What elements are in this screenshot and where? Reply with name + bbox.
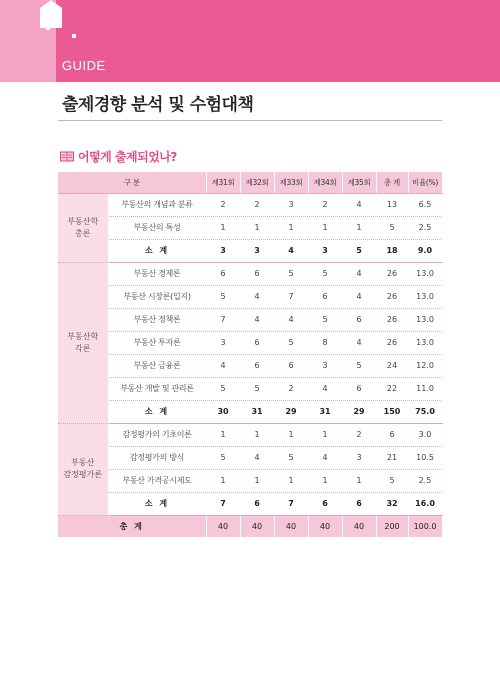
subtotal-value: 32	[376, 492, 408, 515]
topic-label: 부동산 투자론	[108, 331, 206, 354]
value-cell: 5	[342, 354, 376, 377]
value-cell: 5	[274, 446, 308, 469]
value-cell: 5	[206, 377, 240, 400]
subtotal-value: 29	[342, 400, 376, 423]
subtotal-value: 31	[240, 400, 274, 423]
value-cell: 1	[206, 469, 240, 492]
value-cell: 4	[342, 262, 376, 285]
total-label: 총 계	[58, 515, 206, 537]
value-cell: 7	[206, 308, 240, 331]
value-cell: 1	[274, 423, 308, 446]
value-cell: 6	[342, 377, 376, 400]
value-cell: 1	[342, 469, 376, 492]
column-header: 구 분	[58, 172, 206, 193]
value-cell: 4	[240, 308, 274, 331]
total-value: 100.0	[408, 515, 442, 537]
subtotal-label: 소 계	[108, 492, 206, 515]
subtotal-label: 소 계	[108, 239, 206, 262]
subtotal-value: 3	[206, 239, 240, 262]
value-cell: 13.0	[408, 308, 442, 331]
column-header: 총 계	[376, 172, 408, 193]
value-cell: 5	[206, 285, 240, 308]
value-cell: 6	[206, 262, 240, 285]
column-header: 제33회	[274, 172, 308, 193]
subtotal-value: 6	[240, 492, 274, 515]
table-row	[58, 193, 442, 216]
topic-label: 부동산 개발 및 관리론	[108, 377, 206, 400]
total-value: 40	[308, 515, 342, 537]
banner-dot	[46, 26, 50, 30]
value-cell: 4	[240, 446, 274, 469]
value-cell: 26	[376, 308, 408, 331]
table-row	[58, 469, 442, 492]
value-cell: 1	[274, 469, 308, 492]
topic-label: 감정평가의 기초이론	[108, 423, 206, 446]
subtotal-value: 6	[308, 492, 342, 515]
value-cell: 3.0	[408, 423, 442, 446]
topic-label: 감정평가의 방식	[108, 446, 206, 469]
topic-label: 부동산 가격공시제도	[108, 469, 206, 492]
subtotal-value: 29	[274, 400, 308, 423]
value-cell: 4	[240, 285, 274, 308]
value-cell: 2.5	[408, 216, 442, 239]
table-row	[58, 262, 442, 285]
group-label-line: 부동산학	[67, 331, 99, 341]
value-cell: 5	[376, 216, 408, 239]
column-header: 제32회	[240, 172, 274, 193]
value-cell: 3	[308, 354, 342, 377]
group-label-line: 부동산	[71, 458, 95, 467]
value-cell: 5	[274, 262, 308, 285]
value-cell: 6	[308, 285, 342, 308]
value-cell: 4	[308, 377, 342, 400]
value-cell: 13.0	[408, 331, 442, 354]
value-cell: 2.5	[408, 469, 442, 492]
total-row	[58, 515, 442, 537]
value-cell: 2	[274, 377, 308, 400]
total-value: 40	[206, 515, 240, 537]
column-header: 제35회	[342, 172, 376, 193]
value-cell: 3	[342, 446, 376, 469]
subtotal-value: 18	[376, 239, 408, 262]
topic-label: 부동산의 특성	[108, 216, 206, 239]
house-notch-icon	[40, 0, 62, 28]
total-value: 40	[274, 515, 308, 537]
subtotal-value: 30	[206, 400, 240, 423]
table-row	[58, 377, 442, 400]
value-cell: 6	[240, 262, 274, 285]
value-cell: 5	[206, 446, 240, 469]
table-row	[58, 354, 442, 377]
total-value: 200	[376, 515, 408, 537]
topic-label: 부동산 시장론(입지)	[108, 285, 206, 308]
value-cell: 2	[206, 193, 240, 216]
value-cell: 1	[206, 423, 240, 446]
value-cell: 22	[376, 377, 408, 400]
table-row	[58, 446, 442, 469]
subtotal-value: 75.0	[408, 400, 442, 423]
value-cell: 1	[274, 216, 308, 239]
value-cell: 5	[308, 262, 342, 285]
column-header: 제31회	[206, 172, 240, 193]
value-cell: 5	[240, 377, 274, 400]
table-row	[58, 423, 442, 446]
subtotal-label: 소 계	[108, 400, 206, 423]
group-label	[58, 423, 108, 515]
subtotal-value: 6	[342, 492, 376, 515]
value-cell: 26	[376, 262, 408, 285]
value-cell: 13.0	[408, 262, 442, 285]
subtotal-value: 16.0	[408, 492, 442, 515]
value-cell: 6	[376, 423, 408, 446]
value-cell: 4	[342, 285, 376, 308]
value-cell: 2	[240, 193, 274, 216]
value-cell: 4	[308, 446, 342, 469]
topic-label: 부동산 정책론	[108, 308, 206, 331]
value-cell: 1	[308, 423, 342, 446]
value-cell: 4	[206, 354, 240, 377]
subtotal-value: 4	[274, 239, 308, 262]
group-label-line: 부동산학	[67, 216, 99, 226]
value-cell: 1	[240, 216, 274, 239]
value-cell: 26	[376, 331, 408, 354]
value-cell: 12.0	[408, 354, 442, 377]
value-cell: 1	[308, 469, 342, 492]
value-cell: 4	[342, 193, 376, 216]
column-header: 제34회	[308, 172, 342, 193]
value-cell: 5	[274, 331, 308, 354]
value-cell: 6.5	[408, 193, 442, 216]
topic-label: 부동산 금융론	[108, 354, 206, 377]
page-title: 출제경향 분석 및 수험대책	[62, 95, 254, 115]
value-cell: 4	[342, 331, 376, 354]
subtotal-row	[58, 239, 442, 262]
value-cell: 7	[274, 285, 308, 308]
table-header-row	[58, 172, 442, 193]
book-icon	[60, 151, 74, 162]
value-cell: 8	[308, 331, 342, 354]
subtotal-value: 7	[206, 492, 240, 515]
table-row	[58, 331, 442, 354]
value-cell: 1	[342, 216, 376, 239]
value-cell: 6	[240, 354, 274, 377]
subtotal-value: 9.0	[408, 239, 442, 262]
group-label-line: 총론	[75, 228, 91, 238]
value-cell: 21	[376, 446, 408, 469]
topic-label: 부동산 경제론	[108, 262, 206, 285]
group-label-line: 감정평가론	[63, 470, 103, 479]
group-label	[58, 193, 108, 262]
value-cell: 13.0	[408, 285, 442, 308]
column-header: 비율(%)	[408, 172, 442, 193]
value-cell: 4	[274, 308, 308, 331]
value-cell: 5	[376, 469, 408, 492]
value-cell: 11.0	[408, 377, 442, 400]
subtotal-value: 3	[240, 239, 274, 262]
value-cell: 24	[376, 354, 408, 377]
value-cell: 26	[376, 285, 408, 308]
subtotal-value: 7	[274, 492, 308, 515]
table-row	[58, 285, 442, 308]
value-cell: 6	[240, 331, 274, 354]
total-value: 40	[342, 515, 376, 537]
value-cell: 5	[308, 308, 342, 331]
title-divider	[58, 120, 442, 121]
value-cell: 1	[240, 423, 274, 446]
value-cell: 6	[274, 354, 308, 377]
subtotal-row	[58, 400, 442, 423]
value-cell: 10.5	[408, 446, 442, 469]
subtotal-value: 31	[308, 400, 342, 423]
value-cell: 2	[342, 423, 376, 446]
total-value: 40	[240, 515, 274, 537]
section-label: GUIDE	[62, 58, 106, 73]
value-cell: 6	[342, 308, 376, 331]
group-label-line: 각론	[75, 343, 91, 353]
value-cell: 1	[308, 216, 342, 239]
group-label	[58, 262, 108, 423]
value-cell: 3	[206, 331, 240, 354]
exam-trend-table	[58, 172, 443, 537]
value-cell: 2	[308, 193, 342, 216]
table-row	[58, 308, 442, 331]
subtotal-value: 3	[308, 239, 342, 262]
subheading: 어떻게 출제되었나?	[78, 150, 177, 164]
banner-dot	[72, 34, 76, 38]
subtotal-value: 5	[342, 239, 376, 262]
value-cell: 1	[240, 469, 274, 492]
topic-label: 부동산의 개념과 분류	[108, 193, 206, 216]
subtotal-row	[58, 492, 442, 515]
subtotal-value: 150	[376, 400, 408, 423]
value-cell: 1	[206, 216, 240, 239]
table-row	[58, 216, 442, 239]
value-cell: 3	[274, 193, 308, 216]
value-cell: 13	[376, 193, 408, 216]
